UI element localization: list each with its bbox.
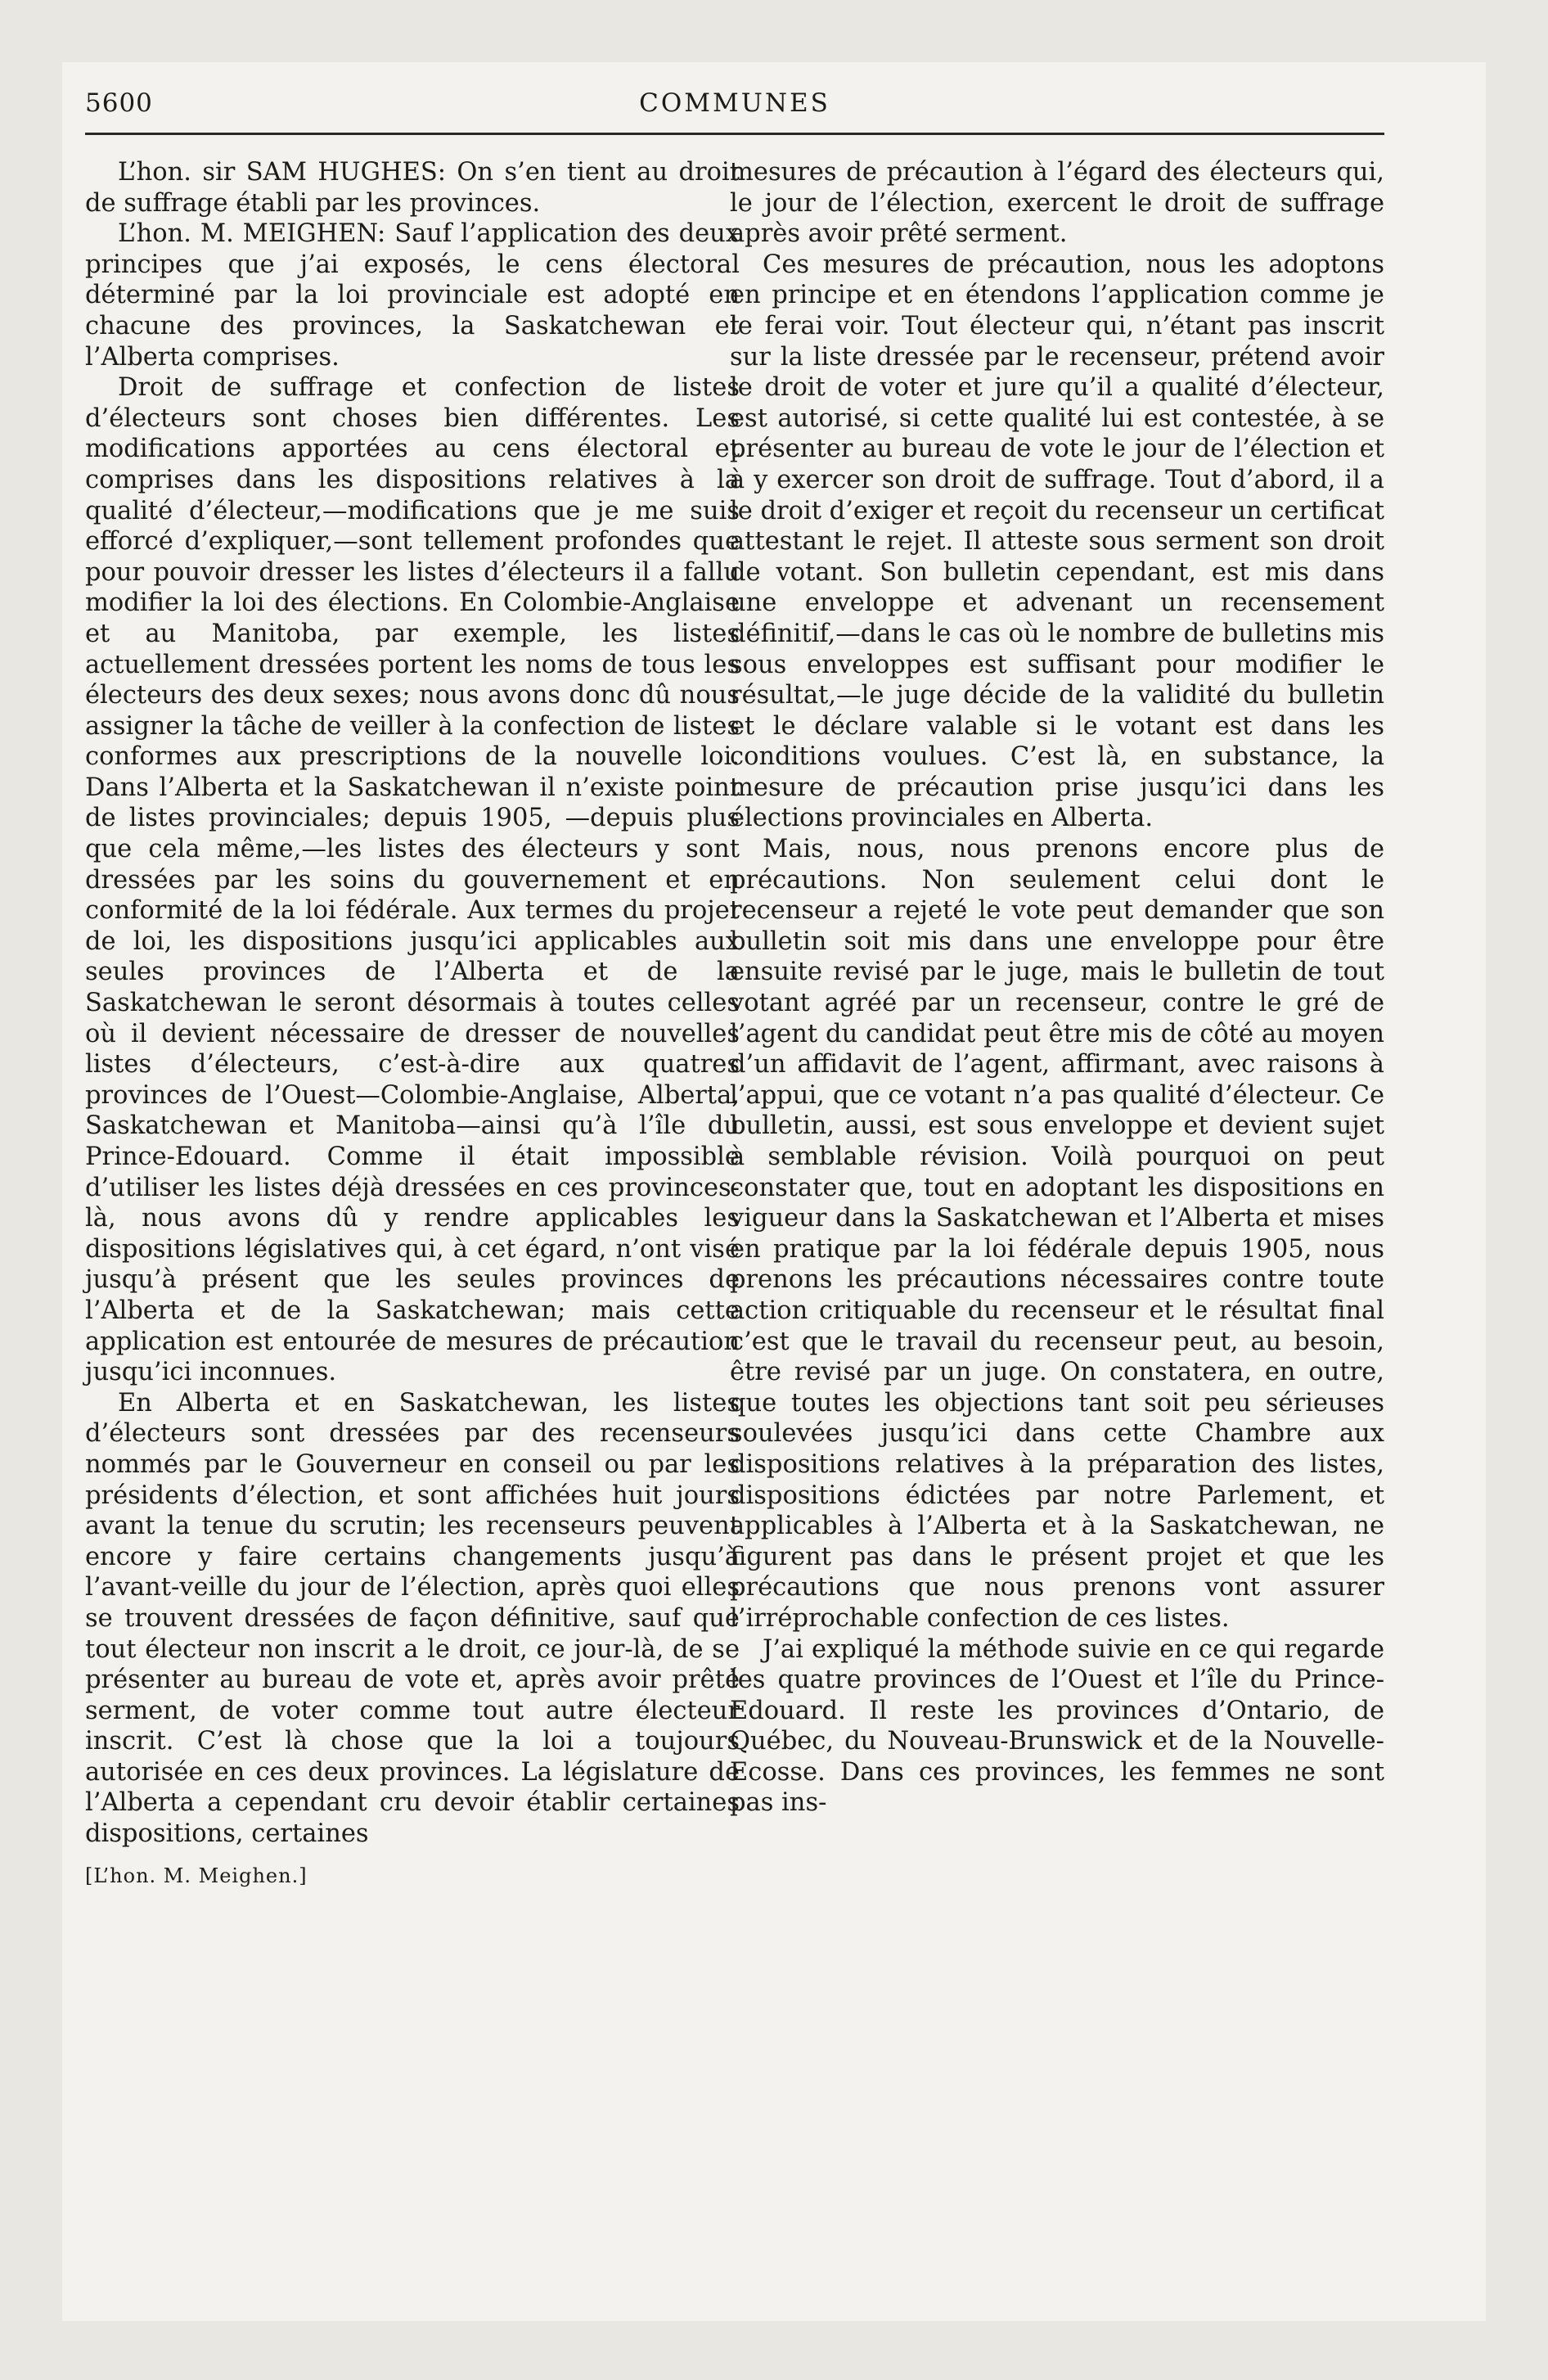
page-header (85, 79, 1384, 128)
speaker-signature: [L’hon. M. Meighen.] (85, 1864, 308, 1887)
page-number: 5600 (85, 88, 153, 118)
paragraph-more-precautions: Mais, nous, nous prenons encore plus de précautions. Non seulement celui dont le recenseur a rejeté le vote peut demander que son bulletin soit mis dans une enveloppe pour être ensuite revisé par le juge, mais le bulletin de tout votant agréé par un recenseur, contre le gré de l’agent du candidat peut être mis de côté au moyen d’un affidavit de l’agent, affirmant, avec raisons à l’appui, que ce votant n’a pas qualité d’électeur. Ce bulletin, aussi, est sous enveloppe et devient sujet à semblable révision. Voilà pourquoi on peut constater que, tout en adoptant les dispositions en vigueur dans la Saskatchewan et l’Alberta et mises en pratique par la loi fédérale depuis 1905, nous prenons les précautions nécessaires contre toute action critiquable du recenseur et le résultat final c’est que le travail du recenseur peut, au besoin, être revisé par un juge. On constatera, en outre, que toutes les objections tant soit peu sérieuses soulevées jusqu’ici dans cette Chambre aux dispositions relatives à la préparation des listes, dispositions édictées par notre Parlement, et applicables à l’Alberta et à la Saskatchewan, ne figurent pas dans le présent projet et que les précautions que nous prenons vont assurer l’irréprochable confection de ces listes. (730, 835, 1384, 1633)
right-column (730, 157, 1384, 1819)
paragraph-meighen: L’hon. M. MEIGHEN: Sauf l’application des deux principes que j’ai exposés, le cens électoral déterminé par la loi provinciale est adopté en chacune des provinces, la Saskatchewan et l’Alberta comprises. (85, 219, 740, 372)
running-head: COMMUNES (639, 88, 830, 118)
paragraph-continued: mesures de précaution à l’égard des électeurs qui, le jour de l’élection, exercent le droit de suffrage après avoir prêté serment. (730, 158, 1384, 249)
header-rule (85, 133, 1384, 135)
paragraph-alberta-saskatchewan: En Alberta et en Saskatchewan, les listes d’électeurs sont dressées par des recenseurs nommés par le Gouverneur en conseil ou par les présidents d’élection, et sont affichées huit jours avant la tenue du scrutin; les recenseurs peuvent encore y faire certains changements jusqu’à l’avant-veille du jour de l’élection, après quoi elles se trouvent dressées de façon définitive, sauf que tout électeur non inscrit a le droit, ce jour-là, de se présenter au bureau de vote et, après avoir prêté serment, de voter comme tout autre électeur inscrit. C’est là chose que la loi a toujours autorisée en ces deux provinces. La législature de l’Alberta a cependant cru devoir établir certaines dispositions, certaines (85, 1388, 740, 1849)
left-column (85, 157, 740, 1891)
paragraph-hughes: L’hon. sir SAM HUGHES: On s’en tient au droit de suffrage établi par les provinces. (85, 158, 740, 218)
paragraph-precautions: Ces mesures de précaution, nous les adoptons en principe et en étendons l’application comme je le ferai voir. Tout électeur qui, n’étant pas inscrit sur la liste dressée par le recenseur, prétend avoir le droit de voter et jure qu’il a qualité d’électeur, est autorisé, si cette qualité lui est contestée, à se présenter au bureau de vote le jour de l’élection et à y exercer son droit de suffrage. Tout d’abord, il a le droit d’exiger et reçoit du recenseur un certificat attestant le rejet. Il atteste sous serment son droit de votant. Son bulletin cependant, est mis dans une enveloppe et advenant un recensement définitif,—dans le cas où le nombre de bulletins mis sous enveloppes est suffisant pour modifier le résultat,—le juge décide de la validité du bulletin et le déclare valable si le votant est dans les conditions voulues. C’est là, en substance, la mesure de précaution prise jusqu’ici dans les élections provinciales en Alberta. (730, 250, 1384, 833)
paragraph-suffrage-lists: Droit de suffrage et confection de listes d’électeurs sont choses bien différentes. Les modifications apportées au cens électoral et comprises dans les dispositions relatives à la qualité d’électeur,—modifications que je me suis efforcé d’expliquer,—sont tellement profondes que pour pouvoir dresser les listes d’électeurs il a fallu modifier la loi des élections. En Colombie-Anglaise et au Manitoba, par exemple, les listes actuellement dressées portent les noms de tous les électeurs des deux sexes; nous avons donc dû nous assigner la tâche de veiller à la confection de listes conformes aux prescriptions de la nouvelle loi. Dans l’Alberta et la Saskatchewan il n’existe point de listes provinciales; depuis 1905, —depuis plus que cela même,—les listes des électeurs y sont dressées par les soins du gouvernement et en conformité de la loi fédérale. Aux termes du projet de loi, les dispositions jusqu’ici applicables aux seules provinces de l’Alberta et de la Saskatchewan le seront désormais à toutes celles où il devient nécessaire de dresser de nouvelles listes d’électeurs, c’est-à-dire aux quatres provinces de l’Ouest—Colombie-Anglaise, Alberta, Saskatchewan et Manitoba—ainsi qu’à l’île du Prince-Edouard. Comme il était impossible d’utiliser les listes déjà dressées en ces provinces-là, nous avons dû y rendre applicables les dispositions législatives qui, à cet égard, n’ont visé jusqu’à présent que les seules provinces de l’Alberta et de la Saskatchewan; mais cette application est entourée de mesures de précaution jusqu’ici inconnues. (85, 373, 740, 1387)
paragraph-method: J’ai expliqué la méthode suivie en ce qui regarde les quatre provinces de l’Ouest et l’île du Prince-Edouard. Il reste les provinces d’Ontario, de Québec, du Nouveau-Brunswick et de la Nouvelle-Ecosse. Dans ces provinces, les femmes ne sont pas ins- (730, 1634, 1384, 1818)
